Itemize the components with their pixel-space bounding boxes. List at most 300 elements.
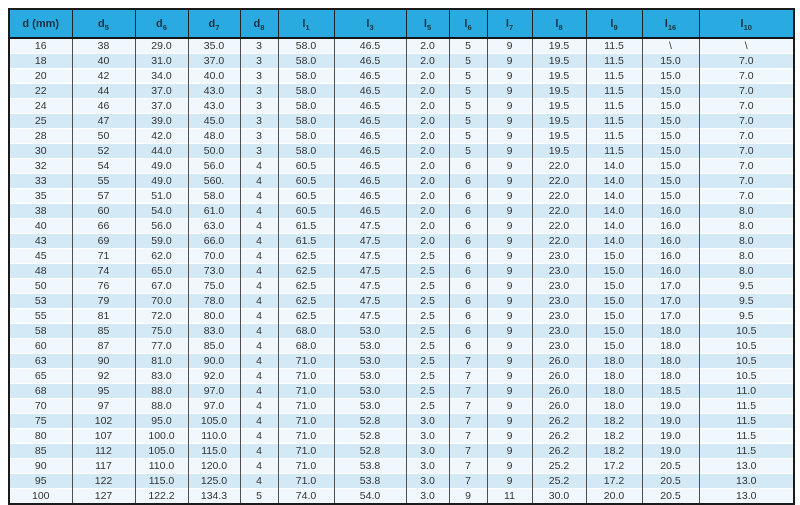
cell-d7: 78.0	[188, 294, 240, 309]
cell-d8: 4	[240, 309, 278, 324]
cell-l1: 74.0	[278, 489, 334, 505]
cell-l7: 9	[487, 129, 532, 144]
cell-l3: 52.8	[334, 414, 406, 429]
cell-l8: 25.2	[532, 474, 586, 489]
cell-d8: 4	[240, 159, 278, 174]
cell-l16: 18.0	[642, 339, 699, 354]
cell-d-mm: 100	[9, 489, 72, 505]
cell-l5: 2.0	[406, 219, 449, 234]
cell-d8: 4	[240, 279, 278, 294]
table-header	[9, 9, 794, 38]
cell-d7: 97.0	[188, 399, 240, 414]
table-row	[9, 474, 794, 489]
cell-l6: 5	[449, 129, 487, 144]
cell-l6: 9	[449, 489, 487, 505]
cell-l6: 6	[449, 309, 487, 324]
cell-l16: 20.5	[642, 459, 699, 474]
cell-l6: 5	[449, 84, 487, 99]
cell-l10: 7.0	[699, 84, 794, 99]
cell-d6: 83.0	[135, 369, 188, 384]
cell-l9: 14.0	[586, 174, 642, 189]
cell-l3: 46.5	[334, 204, 406, 219]
cell-d8: 3	[240, 114, 278, 129]
cell-l16: \	[642, 38, 699, 54]
cell-d5: 85	[72, 324, 135, 339]
cell-l10: 8.0	[699, 264, 794, 279]
table-row	[9, 38, 794, 54]
table-row	[9, 114, 794, 129]
col-header-label: l	[302, 17, 306, 30]
table-row	[9, 264, 794, 279]
cell-d-mm: 24	[9, 99, 72, 114]
cell-l16: 17.0	[642, 294, 699, 309]
cell-l5: 2.0	[406, 189, 449, 204]
cell-l5: 2.5	[406, 369, 449, 384]
cell-l3: 47.5	[334, 234, 406, 249]
col-header-label: l	[423, 17, 427, 30]
cell-l10: 7.0	[699, 189, 794, 204]
cell-d-mm: 32	[9, 159, 72, 174]
cell-d8: 3	[240, 129, 278, 144]
cell-d5: 57	[72, 189, 135, 204]
cell-l8: 23.0	[532, 249, 586, 264]
cell-l6: 7	[449, 429, 487, 444]
cell-l3: 46.5	[334, 144, 406, 159]
cell-l1: 58.0	[278, 69, 334, 84]
cell-d5: 79	[72, 294, 135, 309]
cell-l7: 9	[487, 159, 532, 174]
cell-l3: 46.5	[334, 129, 406, 144]
cell-d-mm: 35	[9, 189, 72, 204]
cell-l3: 46.5	[334, 84, 406, 99]
cell-l3: 47.5	[334, 309, 406, 324]
cell-l7: 9	[487, 444, 532, 459]
cell-d-mm: 43	[9, 234, 72, 249]
cell-l16: 16.0	[642, 264, 699, 279]
col-header-l3	[334, 9, 406, 38]
cell-d7: 43.0	[188, 84, 240, 99]
cell-l16: 15.0	[642, 54, 699, 69]
cell-d8: 3	[240, 54, 278, 69]
table-row	[9, 189, 794, 204]
cell-l5: 3.0	[406, 474, 449, 489]
cell-l10: 8.0	[699, 204, 794, 219]
cell-d8: 4	[240, 324, 278, 339]
cell-l8: 22.0	[532, 174, 586, 189]
cell-l8: 22.0	[532, 204, 586, 219]
cell-l1: 61.5	[278, 234, 334, 249]
cell-l1: 71.0	[278, 384, 334, 399]
cell-d7: 115.0	[188, 444, 240, 459]
cell-d-mm: 90	[9, 459, 72, 474]
cell-l5: 2.0	[406, 144, 449, 159]
cell-l7: 11	[487, 489, 532, 505]
cell-d-mm: 50	[9, 279, 72, 294]
table-row	[9, 369, 794, 384]
col-header-subscript: 8	[558, 22, 563, 32]
cell-l6: 5	[449, 69, 487, 84]
cell-l7: 9	[487, 99, 532, 114]
cell-l6: 6	[449, 204, 487, 219]
col-header-label: l	[464, 17, 468, 30]
col-header-subscript: 6	[162, 22, 167, 32]
col-header-subscript: 9	[613, 22, 618, 32]
cell-l8: 25.2	[532, 459, 586, 474]
cell-d6: 77.0	[135, 339, 188, 354]
table-row	[9, 144, 794, 159]
cell-l16: 15.0	[642, 99, 699, 114]
cell-l8: 26.2	[532, 444, 586, 459]
cell-d6: 115.0	[135, 474, 188, 489]
table-row	[9, 279, 794, 294]
cell-d6: 49.0	[135, 174, 188, 189]
cell-d5: 66	[72, 219, 135, 234]
cell-l9: 15.0	[586, 264, 642, 279]
cell-l1: 71.0	[278, 429, 334, 444]
cell-l1: 62.5	[278, 279, 334, 294]
table-row	[9, 234, 794, 249]
cell-d6: 29.0	[135, 38, 188, 54]
cell-d6: 72.0	[135, 309, 188, 324]
cell-l3: 53.8	[334, 459, 406, 474]
cell-d8: 4	[240, 354, 278, 369]
cell-l3: 46.5	[334, 99, 406, 114]
cell-l7: 9	[487, 294, 532, 309]
cell-d6: 34.0	[135, 69, 188, 84]
cell-l6: 5	[449, 38, 487, 54]
cell-l10: 11.5	[699, 414, 794, 429]
cell-l3: 52.8	[334, 429, 406, 444]
cell-d7: 105.0	[188, 414, 240, 429]
cell-l8: 19.5	[532, 54, 586, 69]
cell-d6: 67.0	[135, 279, 188, 294]
cell-l3: 46.5	[334, 114, 406, 129]
cell-l9: 14.0	[586, 189, 642, 204]
cell-l7: 9	[487, 474, 532, 489]
cell-l10: 11.5	[699, 444, 794, 459]
cell-d8: 4	[240, 249, 278, 264]
cell-l1: 71.0	[278, 459, 334, 474]
cell-d7: 83.0	[188, 324, 240, 339]
cell-l9: 11.5	[586, 114, 642, 129]
cell-d5: 112	[72, 444, 135, 459]
col-header-subscript: 5	[426, 22, 432, 32]
cell-l10: 13.0	[699, 474, 794, 489]
cell-l5: 2.0	[406, 159, 449, 174]
cell-d6: 31.0	[135, 54, 188, 69]
cell-d7: 110.0	[188, 429, 240, 444]
cell-l5: 2.5	[406, 279, 449, 294]
cell-d5: 92	[72, 369, 135, 384]
cell-l9: 11.5	[586, 38, 642, 54]
cell-l1: 62.5	[278, 249, 334, 264]
cell-l3: 47.5	[334, 264, 406, 279]
cell-l9: 11.5	[586, 129, 642, 144]
cell-l6: 6	[449, 264, 487, 279]
cell-d5: 81	[72, 309, 135, 324]
cell-l8: 30.0	[532, 489, 586, 505]
cell-l8: 19.5	[532, 114, 586, 129]
cell-d-mm: 58	[9, 324, 72, 339]
table-body	[9, 38, 794, 504]
cell-l16: 19.0	[642, 414, 699, 429]
cell-l5: 3.0	[406, 414, 449, 429]
cell-l9: 14.0	[586, 159, 642, 174]
cell-l5: 2.5	[406, 294, 449, 309]
cell-d6: 49.0	[135, 159, 188, 174]
col-header-d6	[135, 9, 188, 38]
cell-l16: 17.0	[642, 309, 699, 324]
cell-d5: 122	[72, 474, 135, 489]
cell-l8: 26.0	[532, 369, 586, 384]
cell-l1: 60.5	[278, 189, 334, 204]
cell-d8: 4	[240, 399, 278, 414]
cell-l6: 7	[449, 369, 487, 384]
col-header-l6	[449, 9, 487, 38]
cell-l7: 9	[487, 144, 532, 159]
cell-l7: 9	[487, 84, 532, 99]
cell-d8: 4	[240, 474, 278, 489]
col-header-subscript: 3	[369, 22, 374, 32]
cell-l6: 6	[449, 249, 487, 264]
cell-l7: 9	[487, 69, 532, 84]
cell-l16: 15.0	[642, 129, 699, 144]
col-header-l7	[487, 9, 532, 38]
cell-l9: 15.0	[586, 294, 642, 309]
cell-l6: 6	[449, 324, 487, 339]
cell-l5: 2.0	[406, 174, 449, 189]
cell-d-mm: 45	[9, 249, 72, 264]
cell-l1: 58.0	[278, 129, 334, 144]
cell-d-mm: 63	[9, 354, 72, 369]
cell-l5: 2.0	[406, 204, 449, 219]
cell-d8: 3	[240, 99, 278, 114]
cell-l8: 26.2	[532, 429, 586, 444]
cell-d8: 3	[240, 84, 278, 99]
cell-d5: 90	[72, 354, 135, 369]
cell-d6: 37.0	[135, 84, 188, 99]
cell-l10: \	[699, 38, 794, 54]
cell-l9: 18.0	[586, 354, 642, 369]
cell-l7: 9	[487, 429, 532, 444]
cell-d-mm: 28	[9, 129, 72, 144]
cell-l6: 5	[449, 54, 487, 69]
table-row	[9, 294, 794, 309]
cell-l16: 15.0	[642, 144, 699, 159]
cell-l10: 9.5	[699, 279, 794, 294]
cell-l8: 22.0	[532, 234, 586, 249]
cell-d8: 4	[240, 189, 278, 204]
cell-d7: 50.0	[188, 144, 240, 159]
cell-l1: 60.5	[278, 204, 334, 219]
table-row	[9, 309, 794, 324]
cell-l1: 68.0	[278, 339, 334, 354]
cell-l6: 5	[449, 99, 487, 114]
cell-d7: 61.0	[188, 204, 240, 219]
cell-l16: 15.0	[642, 69, 699, 84]
cell-l10: 11.5	[699, 399, 794, 414]
cell-l6: 6	[449, 279, 487, 294]
cell-d-mm: 80	[9, 429, 72, 444]
cell-d7: 80.0	[188, 309, 240, 324]
cell-d-mm: 40	[9, 219, 72, 234]
cell-l7: 9	[487, 264, 532, 279]
cell-l6: 6	[449, 159, 487, 174]
cell-d5: 38	[72, 38, 135, 54]
cell-l8: 22.0	[532, 189, 586, 204]
cell-d6: 39.0	[135, 114, 188, 129]
cell-d8: 4	[240, 174, 278, 189]
cell-l9: 18.2	[586, 429, 642, 444]
cell-d-mm: 65	[9, 369, 72, 384]
cell-l16: 18.0	[642, 354, 699, 369]
cell-d5: 46	[72, 99, 135, 114]
cell-l1: 60.5	[278, 159, 334, 174]
cell-l7: 9	[487, 279, 532, 294]
col-header-label: l	[505, 17, 509, 30]
cell-d7: 58.0	[188, 189, 240, 204]
cell-d6: 44.0	[135, 144, 188, 159]
cell-l9: 11.5	[586, 99, 642, 114]
cell-d7: 40.0	[188, 69, 240, 84]
cell-l6: 5	[449, 114, 487, 129]
cell-d6: 51.0	[135, 189, 188, 204]
cell-l6: 5	[449, 144, 487, 159]
cell-d-mm: 70	[9, 399, 72, 414]
cell-l16: 15.0	[642, 189, 699, 204]
cell-l10: 7.0	[699, 99, 794, 114]
cell-l5: 3.0	[406, 489, 449, 505]
cell-l16: 16.0	[642, 219, 699, 234]
cell-l7: 9	[487, 339, 532, 354]
cell-l3: 53.0	[334, 399, 406, 414]
cell-l9: 11.5	[586, 144, 642, 159]
table-row	[9, 54, 794, 69]
cell-l7: 9	[487, 414, 532, 429]
col-header-d8	[240, 9, 278, 38]
cell-l16: 15.0	[642, 159, 699, 174]
cell-d5: 50	[72, 129, 135, 144]
cell-l1: 58.0	[278, 144, 334, 159]
col-header-d7	[188, 9, 240, 38]
cell-l3: 46.5	[334, 54, 406, 69]
cell-d5: 40	[72, 54, 135, 69]
cell-l10: 8.0	[699, 249, 794, 264]
col-header-subscript: 7	[508, 22, 514, 32]
cell-d7: 97.0	[188, 384, 240, 399]
cell-d8: 4	[240, 414, 278, 429]
table-row	[9, 219, 794, 234]
col-header-l5	[406, 9, 449, 38]
cell-l5: 2.0	[406, 69, 449, 84]
cell-l9: 18.2	[586, 414, 642, 429]
cell-d8: 4	[240, 459, 278, 474]
col-header-subscript: 1	[305, 22, 310, 32]
table-row	[9, 324, 794, 339]
cell-d6: 81.0	[135, 354, 188, 369]
cell-l10: 13.0	[699, 459, 794, 474]
table-row	[9, 384, 794, 399]
cell-l7: 9	[487, 354, 532, 369]
cell-l9: 15.0	[586, 324, 642, 339]
cell-l5: 2.5	[406, 249, 449, 264]
cell-l8: 26.0	[532, 354, 586, 369]
cell-l6: 7	[449, 354, 487, 369]
cell-l1: 62.5	[278, 294, 334, 309]
cell-l1: 60.5	[278, 174, 334, 189]
cell-l8: 23.0	[532, 309, 586, 324]
cell-d8: 4	[240, 444, 278, 459]
cell-l10: 7.0	[699, 54, 794, 69]
cell-d5: 55	[72, 174, 135, 189]
cell-d5: 102	[72, 414, 135, 429]
cell-d7: 90.0	[188, 354, 240, 369]
cell-l9: 11.5	[586, 54, 642, 69]
cell-l1: 58.0	[278, 99, 334, 114]
cell-l7: 9	[487, 309, 532, 324]
cell-d6: 42.0	[135, 129, 188, 144]
cell-d8: 4	[240, 294, 278, 309]
cell-l3: 46.5	[334, 159, 406, 174]
cell-l8: 19.5	[532, 99, 586, 114]
cell-d8: 3	[240, 69, 278, 84]
table-row	[9, 204, 794, 219]
col-header-label: l	[610, 17, 614, 30]
cell-l7: 9	[487, 384, 532, 399]
cell-l1: 62.5	[278, 309, 334, 324]
cell-l16: 20.5	[642, 474, 699, 489]
cell-d5: 54	[72, 159, 135, 174]
cell-l16: 16.0	[642, 249, 699, 264]
cell-l1: 58.0	[278, 38, 334, 54]
cell-d7: 45.0	[188, 114, 240, 129]
cell-l8: 26.2	[532, 414, 586, 429]
cell-l8: 19.5	[532, 69, 586, 84]
col-header-subscript: 10	[743, 22, 752, 32]
table-row	[9, 444, 794, 459]
cell-l7: 9	[487, 249, 532, 264]
cell-l5: 2.5	[406, 354, 449, 369]
cell-d5: 74	[72, 264, 135, 279]
cell-d-mm: 48	[9, 264, 72, 279]
col-header-label: l	[555, 17, 559, 30]
table-row	[9, 459, 794, 474]
cell-l1: 71.0	[278, 369, 334, 384]
cell-d8: 4	[240, 204, 278, 219]
cell-d6: 56.0	[135, 219, 188, 234]
cell-d-mm: 22	[9, 84, 72, 99]
cell-d-mm: 30	[9, 144, 72, 159]
col-header-l8	[532, 9, 586, 38]
cell-d8: 4	[240, 429, 278, 444]
cell-d5: 42	[72, 69, 135, 84]
table-row	[9, 69, 794, 84]
cell-l7: 9	[487, 399, 532, 414]
cell-l16: 18.0	[642, 324, 699, 339]
cell-l10: 7.0	[699, 114, 794, 129]
cell-l16: 19.0	[642, 444, 699, 459]
cell-l16: 17.0	[642, 279, 699, 294]
cell-l10: 8.0	[699, 219, 794, 234]
col-header-label: d	[208, 17, 216, 30]
cell-d5: 95	[72, 384, 135, 399]
cell-l8: 23.0	[532, 324, 586, 339]
cell-l9: 15.0	[586, 249, 642, 264]
cell-l8: 19.5	[532, 129, 586, 144]
cell-l9: 11.5	[586, 84, 642, 99]
cell-d5: 47	[72, 114, 135, 129]
cell-l16: 15.0	[642, 114, 699, 129]
